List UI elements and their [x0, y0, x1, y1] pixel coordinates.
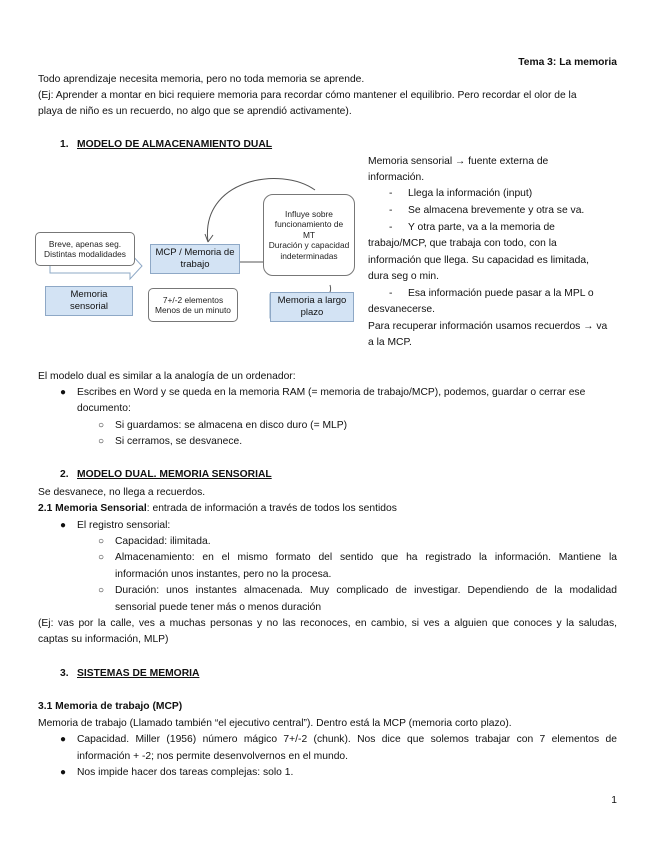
mcp-description: 7+/-2 elementos Menos de un minuto — [155, 294, 231, 315]
side-line-3: trabajo/MCP, que trabaja con todo, con la — [368, 238, 557, 249]
section-2-example-1: (Ej: vas por la calle, ves a muchas personas y no las reconoces, en cambio, si ves a alguien que conoces y la saludas, — [38, 618, 617, 629]
side-bullet-4: Esa información puede pasar a la MPL o — [408, 288, 594, 299]
mcp-description-box — [148, 288, 238, 322]
section-3-number: 3. — [60, 668, 69, 679]
section-3-bullet-1b: información + -2; nos permite desenvolvernos en el mundo. — [77, 751, 349, 762]
analogy-sub-1: Si guardamos: se almacena en disco duro (= MLP) — [115, 420, 348, 431]
sensory-item-duration: Duración: unos instantes almacenada. Muy complicado de investigar. Dependiendo de la modalidad — [115, 585, 617, 596]
section-2-line-1: Se desvanece, no llega a recuerdos. — [38, 487, 206, 498]
side-line-4: información que llega. Su capacidad es limitada, — [368, 255, 589, 266]
sensory-description: Breve, apenas seg. Distintas modalidades — [44, 238, 126, 259]
section-2-title: MODELO DUAL. MEMORIA SENSORIAL — [77, 469, 272, 480]
side-line-6: desvanecerse. — [368, 304, 435, 315]
sensory-item-duration-cont: sensorial puede tener más o menos duración — [115, 602, 322, 613]
circle-glyph: ○ — [98, 552, 105, 563]
page-number: 1 — [611, 795, 617, 806]
side-bullet-2: Se almacena brevemente y otra se va. — [408, 205, 585, 216]
bullet-glyph: ● — [60, 734, 67, 745]
section-3-line-1: Memoria de trabajo (Llamado también “el ejecutivo central”). Dentro está la MCP (memoria corto plazo). — [38, 718, 512, 729]
analogy-bullet-1b: documento: — [77, 403, 131, 414]
side-dash-1: - — [389, 188, 393, 199]
intro-line-1: Todo aprendizaje necesita memoria, pero no toda memoria se aprende. — [38, 74, 365, 85]
mlp-box — [270, 292, 354, 322]
section-3-subheading: 3.1 Memoria de trabajo (MCP) — [38, 701, 183, 712]
loop-arrowhead — [205, 234, 213, 242]
side-line-1: Memoria sensorial → fuente externa de — [368, 156, 549, 167]
sensory-memory-box — [45, 286, 133, 316]
side-bullet-1: Llega la información (input) — [408, 188, 533, 199]
side-dash-4: - — [389, 288, 393, 299]
analogy-sub-2: Si cerramos, se desvanece. — [115, 436, 243, 447]
dual-storage-diagram — [30, 150, 365, 355]
page-topic-title: Tema 3: La memoria — [518, 57, 617, 68]
sensory-item-storage-cont: información unos instantes, pero no la procesa. — [115, 569, 332, 580]
bullet-glyph: ● — [60, 387, 67, 398]
section-1-number: 1. — [60, 139, 69, 150]
section-2-subheading: 2.1 Memoria Sensorial — [38, 503, 147, 514]
circle-glyph: ○ — [98, 420, 105, 431]
side-line-7: Para recuperar información usamos recuerdos → va — [368, 321, 608, 332]
section-2-number: 2. — [60, 469, 69, 480]
mcp-box — [150, 244, 240, 274]
side-dash-3: - — [389, 222, 393, 233]
circle-glyph: ○ — [98, 585, 105, 596]
section-2-subheading-line — [38, 501, 397, 517]
section-3-bullet-1a: Capacidad. Miller (1956) número mágico 7+/-2 (chunk). Nos dice que solemos trabajar con 7 elementos de — [77, 734, 617, 745]
analogy-line: El modelo dual es similar a la analogía de un ordenador: — [38, 371, 296, 382]
analogy-bullet-1a: Escribes en Word y se queda en la memoria RAM (= memoria de trabajo/MCP), podemos, guardar o cerrar ese — [77, 387, 586, 398]
mlp-description: Influye sobre funcionamiento de MT Duración y capacidad indeterminadas — [268, 208, 350, 261]
sensory-item-storage: Almacenamiento: en el mismo formato del sentido que ha registrado la información. Mantiene la — [115, 552, 617, 563]
section-2-subheading-rest: : entrada de información a través de todos los sentidos — [146, 503, 397, 514]
bullet-glyph: ● — [60, 767, 67, 778]
side-line-8: a la MCP. — [368, 337, 412, 348]
mcp-label: MCP / Memoria de trabajo — [155, 247, 235, 270]
mlp-label: Memoria a largo plazo — [277, 295, 347, 318]
sensory-memory-label: Memoria sensorial — [69, 289, 109, 312]
side-dash-2: - — [389, 205, 393, 216]
sensory-description-box — [35, 232, 135, 266]
side-bullet-3: Y otra parte, va a la memoria de — [408, 222, 555, 233]
intro-line-3: playa de niño es un recuerdo, no algo que se aprendió activamente). — [38, 106, 352, 117]
circle-glyph: ○ — [98, 536, 105, 547]
section-3-bullet-2: Nos impide hacer dos tareas complejas: solo 1. — [77, 767, 294, 778]
sensory-item-capacity: Capacidad: ilimitada. — [115, 536, 211, 547]
side-line-5: dura seg o min. — [368, 271, 439, 282]
circle-glyph: ○ — [98, 436, 105, 447]
section-1-title: MODELO DE ALMACENAMIENTO DUAL — [77, 139, 273, 150]
bullet-glyph: ● — [60, 520, 67, 531]
mlp-description-box — [263, 194, 355, 276]
section-2-example-2: captas su información, MLP) — [38, 634, 169, 645]
intro-line-2: (Ej: Aprender a montar en bici requiere memoria para recordar cómo mantener el equilibrio. Pero recordar el olor de la — [38, 90, 577, 101]
side-line-2: información. — [368, 172, 425, 183]
section-3-title: SISTEMAS DE MEMORIA — [77, 668, 200, 679]
sensory-register-bullet: El registro sensorial: — [77, 520, 171, 531]
